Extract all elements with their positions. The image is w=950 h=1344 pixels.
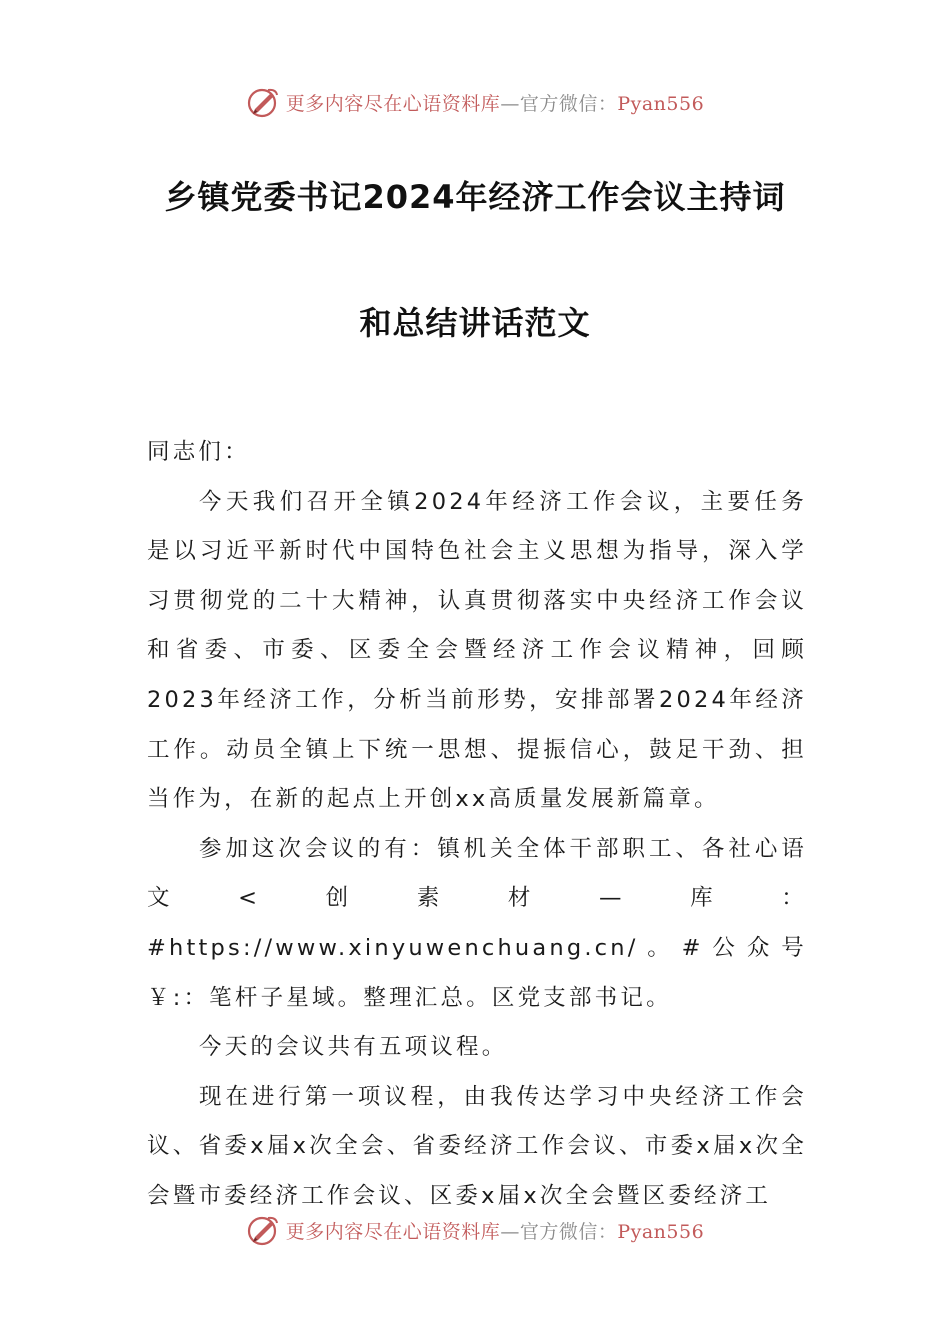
document-title-line-2: 和总结讲话范文 [359, 304, 591, 342]
header-banner-text [286, 89, 704, 116]
paragraph-1: 今天我们召开全镇2024年经济工作会议，主要任务是以习近平新时代中国特色社会主义思想为指导，深入学习贯彻党的二十大精神，认真贯彻落实中央经济工作会议和省委、市委、区委全会暨经济工作会议精神，回顾2023年经济工作，分析当前形势，安排部署2024年经济工作。动员全镇上下统一思想、提振信心，鼓足干劲、担当作为，在新的起点上开创xx高质量发展新篇章。 [147, 488, 807, 813]
pen-logo-icon [246, 1213, 280, 1247]
footer-banner-sep: —官方微信： [500, 1220, 618, 1243]
header-banner-main: 更多内容尽在心语资料库 [285, 92, 501, 115]
footer-banner-text [286, 1217, 704, 1244]
paragraph-2: 参加这次会议的有：镇机关全体干部职工、各社心语文<创素材—库：#https://www.xinyuwenchuang.cn/。#公众号￥:：笔杆子星域。整理汇总。区党支部书记。 [147, 835, 807, 1011]
header-banner-id: Pyan556 [617, 92, 705, 115]
footer-banner-main: 更多内容尽在心语资料库 [285, 1220, 501, 1243]
document-body [147, 428, 807, 1222]
footer-watermark-banner [0, 1210, 950, 1250]
greeting: 同志们： [147, 439, 250, 465]
header-watermark-banner [0, 82, 950, 122]
document-title-line-1: 乡镇党委书记2024年经济工作会议主持词 [164, 178, 786, 216]
header-banner-sep: —官方微信： [500, 92, 618, 115]
footer-banner-id: Pyan556 [617, 1220, 705, 1243]
pen-logo-icon [246, 85, 280, 119]
paragraph-3: 今天的会议共有五项议程。 [199, 1034, 508, 1061]
paragraph-4: 现在进行第一项议程，由我传达学习中央经济工作会议、省委x届x次全会、省委经济工作会议、市委x届x次全会暨市委经济工作会议、区委x届x次全会暨区委经济工 [147, 1083, 807, 1209]
